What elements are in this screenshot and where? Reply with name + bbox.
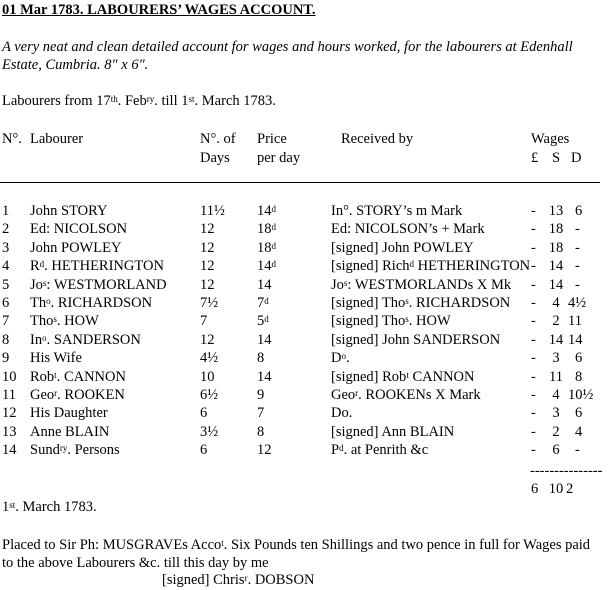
row-pence: 11 (568, 313, 582, 329)
row-labourer: Anne BLAIN (30, 424, 110, 440)
header-wages: Wages (531, 131, 570, 147)
row-shillings: 13 (548, 203, 564, 219)
row-number: 6 (2, 295, 10, 311)
document-title: 01 Mar 1783. LABOURERS’ WAGES ACCOUNT. (2, 2, 316, 18)
row-days: 12 (200, 332, 215, 348)
row-pounds: - (531, 350, 536, 366)
document-description: A very neat and clean detailed account for wages and hours worked, for the labourers at Edenhall Estate, Cumbria. 8" x 6". (2, 39, 573, 73)
row-price: 5$^d$ (257, 313, 269, 329)
total-pounds: 6 (531, 481, 539, 497)
row-labourer: His Daughter (30, 405, 108, 421)
row-labourer: Ed: NICOLSON (30, 221, 128, 237)
row-pounds: - (531, 442, 536, 458)
row-pence: - (575, 258, 580, 274)
row-price: 14 (257, 277, 272, 293)
row-pence: 14 (568, 332, 583, 348)
row-pounds: - (531, 405, 536, 421)
row-received-by: Ed: NICOLSON’s + Mark (331, 221, 485, 237)
row-days: 7½ (200, 295, 219, 311)
row-number: 14 (2, 442, 17, 458)
total-shillings: 10 (548, 481, 564, 497)
header-days-1: N°. of (200, 131, 236, 147)
row-price: 9 (257, 387, 265, 403)
row-labourer: Geo$^r$. ROOKEN (30, 387, 125, 403)
row-days: 12 (200, 277, 215, 293)
row-received-by: Geo$^r$. ROOKENs X Mark (331, 387, 481, 403)
header-days-2: Days (200, 150, 230, 166)
row-days: 3½ (200, 424, 219, 440)
row-days: 6½ (200, 387, 219, 403)
header-pounds: £ (531, 150, 539, 166)
row-price: 18$^d$ (257, 221, 276, 237)
row-pounds: - (531, 295, 536, 311)
row-labourer: Rob$^t$. CANNON (30, 369, 126, 385)
row-labourer: John POWLEY (30, 240, 122, 256)
row-number: 9 (2, 350, 10, 366)
row-received-by: $D^o$. (331, 350, 350, 366)
row-shillings: 3 (552, 350, 560, 366)
row-price: 14$^d$ (257, 203, 276, 219)
row-number: 7 (2, 313, 10, 329)
row-pence: - (575, 221, 580, 237)
row-days: 11½ (200, 203, 225, 219)
row-price: 12 (257, 442, 272, 458)
row-received-by: [signed] John POWLEY (331, 240, 474, 256)
row-pence: 10½ (568, 387, 594, 403)
row-days: 12 (200, 258, 215, 274)
row-shillings: 4 (552, 387, 560, 403)
row-pounds: - (531, 277, 536, 293)
header-price-2: per day (257, 150, 301, 166)
row-pounds: - (531, 203, 536, 219)
row-labourer: Th$^o$. RICHARDSON (30, 295, 153, 311)
row-number: 5 (2, 277, 10, 293)
row-days: 4½ (200, 350, 219, 366)
row-shillings: 18 (548, 221, 564, 237)
header-received: Received by (341, 131, 414, 147)
row-pence: - (575, 442, 580, 458)
row-number: 1 (2, 203, 10, 219)
closing-date: 1st. March 1783. (2, 499, 97, 515)
row-labourer: His Wife (30, 350, 82, 366)
row-shillings: 11 (549, 369, 563, 385)
row-pounds: - (531, 221, 536, 237)
row-labourer: Tho$^s$. HOW (30, 313, 99, 329)
row-received-by: [signed] Ann BLAIN (331, 424, 455, 440)
row-price: 8 (257, 424, 265, 440)
row-days: 7 (200, 313, 208, 329)
row-shillings: 18 (548, 240, 564, 256)
row-received-by: In°. STORY’s m Mark (331, 203, 463, 219)
header-labourer: Labourer (30, 131, 84, 147)
row-labourer: In$^o$. SANDERSON (30, 332, 141, 348)
row-price: 14 (257, 332, 272, 348)
row-received-by: Do. (331, 405, 353, 421)
row-shillings: 3 (552, 405, 560, 421)
row-price: 14 (257, 369, 272, 385)
signature-line: [signed] Chris$^r$. DOBSON (162, 572, 315, 588)
row-received-by: [signed] John SANDERSON (331, 332, 501, 348)
row-pounds: - (531, 258, 536, 274)
row-labourer: $R^d$. HETHERINGTON (30, 258, 164, 274)
row-received-by: [signed] Rich$^d$ HETHERINGTON (331, 258, 531, 274)
row-shillings: 6 (552, 442, 560, 458)
row-shillings: 14 (548, 332, 564, 348)
row-pounds: - (531, 369, 536, 385)
total-pence: 2 (566, 481, 574, 497)
row-days: 12 (200, 240, 215, 256)
row-pence: 6 (575, 405, 583, 421)
row-received-by: $P^d$. at Penrith &c (331, 442, 429, 458)
row-pence: 8 (575, 369, 583, 385)
row-number: 11 (2, 387, 16, 403)
row-number: 4 (2, 258, 10, 274)
row-pounds: - (531, 313, 536, 329)
row-number: 10 (2, 369, 17, 385)
row-shillings: 2 (552, 424, 560, 440)
row-pounds: - (531, 332, 536, 348)
row-price: 7 (257, 405, 265, 421)
row-pounds: - (531, 387, 536, 403)
row-shillings: 4 (552, 295, 560, 311)
row-price: 7$^d$ (257, 295, 269, 311)
row-pence: - (575, 240, 580, 256)
period-line: Labourers from 17th. Feb$^{ry}$. till 1st. March 1783. (2, 93, 276, 109)
header-rule (0, 182, 600, 183)
row-pounds: - (531, 424, 536, 440)
row-days: 6 (200, 442, 208, 458)
row-price: 18$^d$ (257, 240, 276, 256)
header-no: N°. (2, 131, 22, 147)
row-shillings: 2 (552, 313, 560, 329)
row-pounds: - (531, 240, 536, 256)
row-number: 2 (2, 221, 10, 237)
row-received-by: Jo$^s$: WESTMORLANDs X Mk (331, 277, 512, 293)
row-pence: 6 (575, 350, 583, 366)
row-received-by: [signed] Tho$^s$. RICHARDSON (331, 295, 511, 311)
row-number: 13 (2, 424, 17, 440)
row-days: 6 (200, 405, 208, 421)
row-pence: 4 (575, 424, 583, 440)
row-received-by: [signed] Rob$^t$ CANNON (331, 369, 475, 385)
row-shillings: 14 (548, 258, 564, 274)
row-pence: 6 (575, 203, 583, 219)
header-price-1: Price (257, 131, 287, 147)
row-number: 3 (2, 240, 10, 256)
total-dashes: --------------- (530, 463, 603, 479)
row-days: 10 (200, 369, 215, 385)
row-shillings: 14 (548, 277, 564, 293)
row-price: 8 (257, 350, 265, 366)
row-received-by: [signed] Tho$^s$. HOW (331, 313, 451, 329)
row-pence: 4½ (568, 295, 587, 311)
row-pence: - (575, 277, 580, 293)
row-labourer: John STORY (30, 203, 108, 219)
row-labourer: Jo$^s$: WESTMORLAND (30, 277, 167, 293)
header-pence: D (571, 150, 582, 166)
placed-statement: Placed to Sir Ph: MUSGRAVEs Acco$^t$. Six Pounds ten Shillings and two pence in full for Wages paid to the above Labourers &c. till this day by me (2, 537, 591, 571)
header-shillings: S (551, 150, 561, 166)
row-number: 12 (2, 405, 17, 421)
row-days: 12 (200, 221, 215, 237)
row-price: 14$^d$ (257, 258, 276, 274)
row-labourer: Sund$^{ry}$. Persons (30, 442, 120, 458)
row-number: 8 (2, 332, 10, 348)
